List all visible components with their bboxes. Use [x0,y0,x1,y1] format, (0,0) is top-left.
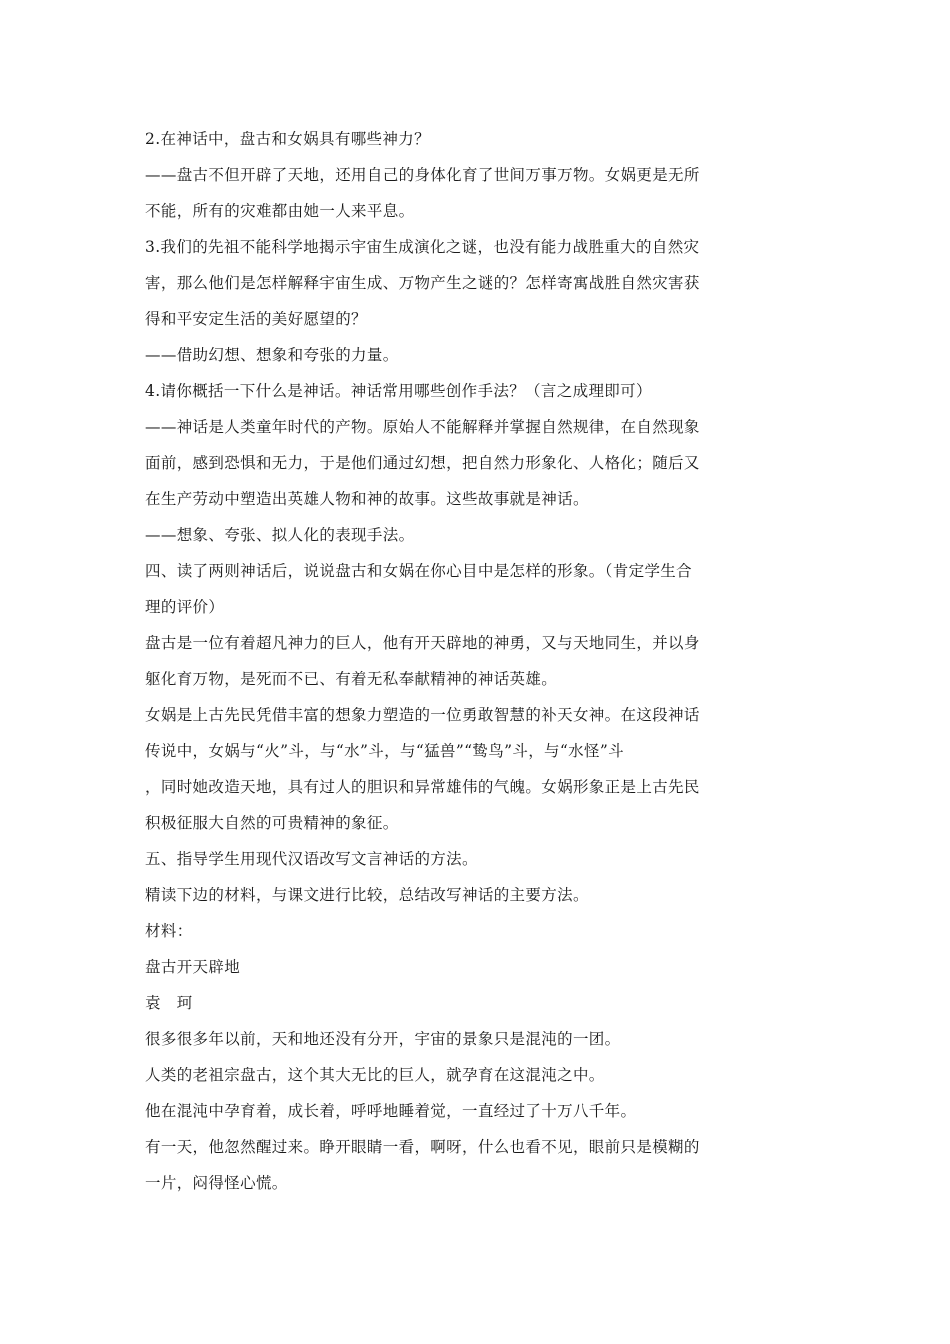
section-5-heading: 五、指导学生用现代汉语改写文言神话的方法。 [145,850,478,868]
material-paragraph-4-line-1: 有一天，他忽然醒过来。睁开眼睛一看，啊呀，什么也看不见，眼前只是模糊的 [145,1138,700,1156]
answer-4-line-3: 在生产劳动中塑造出英雄人物和神的故事。这些故事就是神话。 [145,490,589,508]
nuwa-paragraph-line-2: 传说中，女娲与“火”斗，与“水”斗，与“猛兽”“鸷鸟”斗，与“水怪”斗 [145,742,624,760]
material-paragraph-1: 很多很多年以前，天和地还没有分开，宇宙的景象只是混沌的一团。 [145,1030,621,1048]
answer-2-line-2: 不能，所有的灾难都由她一人来平息。 [145,202,415,220]
section-4-heading-line-1: 四、读了两则神话后，说说盘古和女娲在你心目中是怎样的形象。（肯定学生合 [145,562,693,580]
nuwa-paragraph-line-4: 积极征服大自然的可贵精神的象征。 [145,814,399,832]
material-paragraph-2: 人类的老祖宗盘古，这个其大无比的巨人，就孕育在这混沌之中。 [145,1066,605,1084]
material-title: 盘古开天辟地 [145,958,241,976]
nuwa-paragraph-line-1: 女娲是上古先民凭借丰富的想象力塑造的一位勇敢智慧的补天女神。在这段神话 [145,706,700,724]
material-paragraph-3: 他在混沌中孕育着，成长着，呼呼地睡着觉，一直经过了十万八千年。 [145,1102,637,1120]
material-label: 材料： [145,922,193,940]
material-author: 袁 珂 [145,994,193,1012]
pangu-paragraph-line-1: 盘古是一位有着超凡神力的巨人，他有开天辟地的神勇，又与天地同生，并以身 [145,634,700,652]
question-3-line-2: 害，那么他们是怎样解释宇宙生成、万物产生之谜的？怎样寄寓战胜自然灾害获 [145,274,700,292]
document-body [145,121,745,1201]
pangu-paragraph-line-2: 躯化育万物，是死而不已、有着无私奉献精神的神话英雄。 [145,670,558,688]
answer-2-line-1: ——盘古不但开辟了天地，还用自己的身体化育了世间万事万物。女娲更是无所 [145,166,700,184]
answer-3: ——借助幻想、想象和夸张的力量。 [145,346,399,364]
question-2: 2.在神话中，盘古和女娲具有哪些神力？ [145,130,430,148]
question-4: 4.请你概括一下什么是神话。神话常用哪些创作手法？（言之成理即可） [145,382,652,400]
answer-4-line-1: ——神话是人类童年时代的产物。原始人不能解释并掌握自然规律，在自然现象 [145,418,700,436]
material-paragraph-4-line-2: 一片，闷得怪心慌。 [145,1174,288,1192]
question-3-line-3: 得和平安定生活的美好愿望的？ [145,310,367,328]
answer-4-line-4: ——想象、夸张、拟人化的表现手法。 [145,526,415,544]
question-3-line-1: 3.我们的先祖不能科学地揭示宇宙生成演化之谜，也没有能力战胜重大的自然灾 [145,238,700,256]
section-4-heading-line-2: 理的评价） [145,598,225,616]
instruction-text: 精读下边的材料，与课文进行比较，总结改写神话的主要方法。 [145,886,589,904]
nuwa-paragraph-line-3: ，同时她改造天地，具有过人的胆识和异常雄伟的气魄。女娲形象正是上古先民 [145,778,700,796]
answer-4-line-2: 面前，感到恐惧和无力，于是他们通过幻想，把自然力形象化、人格化；随后又 [145,454,700,472]
